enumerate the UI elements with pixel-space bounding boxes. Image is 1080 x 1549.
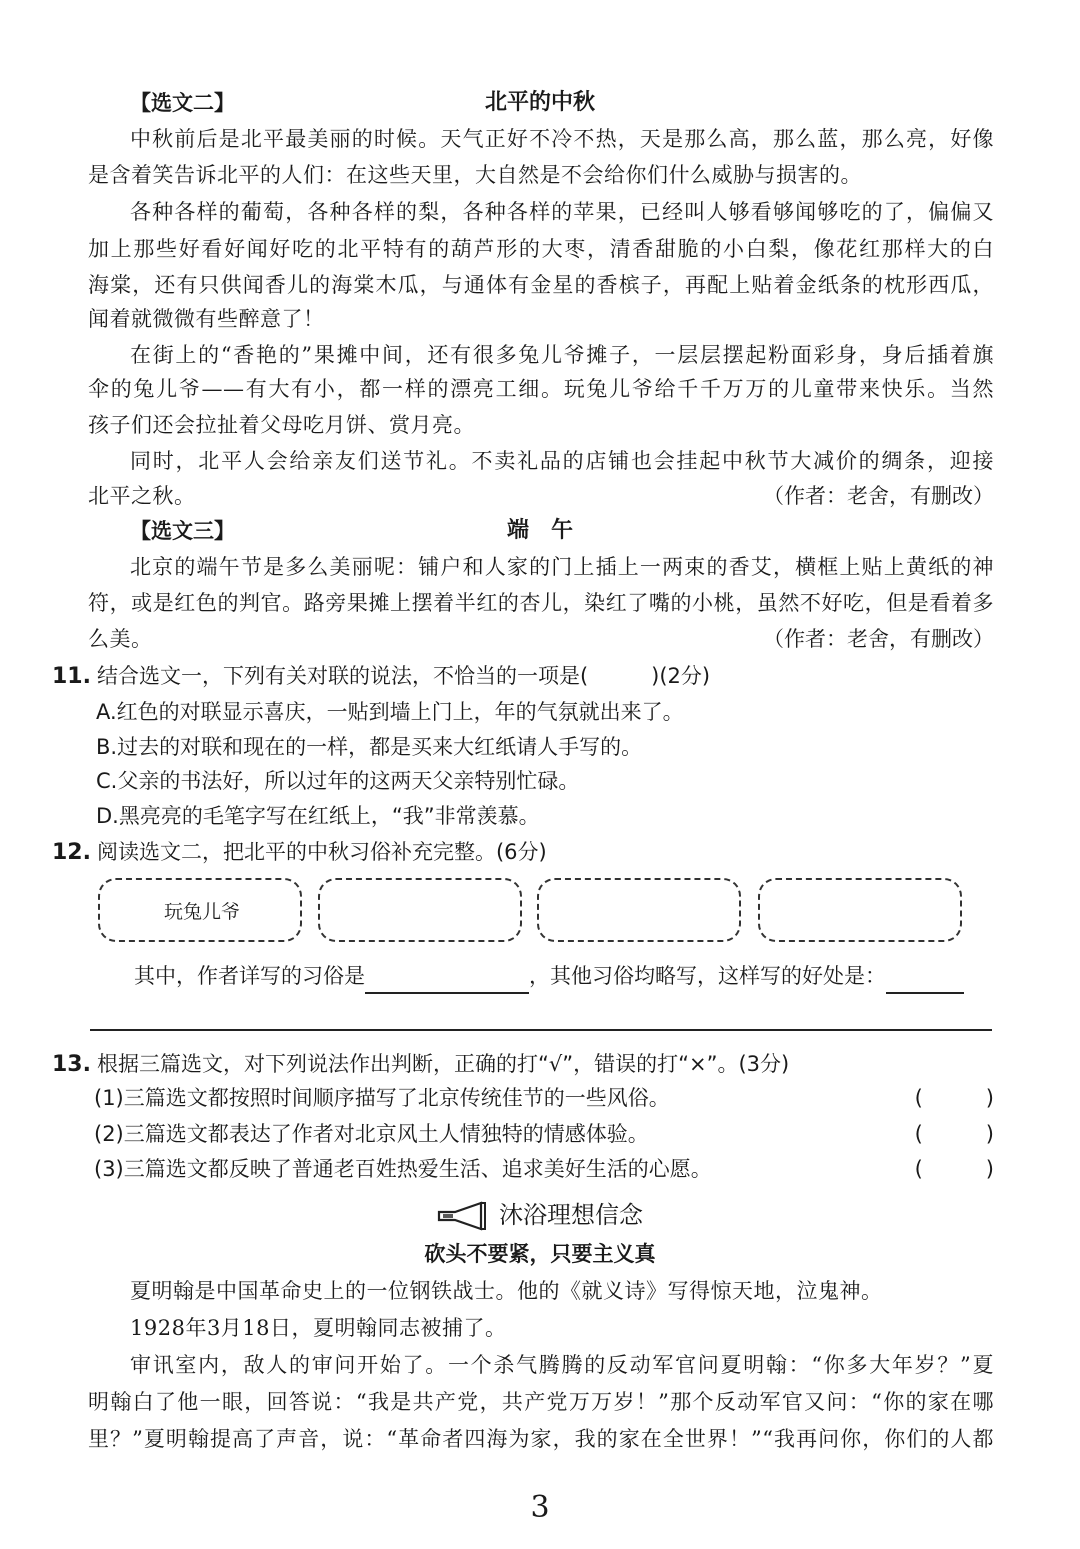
passage2-line: 各种各样的葡萄，各种各样的梨，各种各样的苹果，已经叫人够看够闻够吃的了，偏偏又 [130,200,994,224]
passage2-line: 孩子们还会拉扯着父母吃月饼、赏月亮。 [88,413,475,437]
passage2-line: 中秋前后是北平最美丽的时候。天气正好不冷不热，天是那么高，那么蓝，那么亮，好像 [130,127,994,151]
judge-item-1: (1)三篇选文都按照时间顺序描写了北京传统佳节的一些风俗。 [94,1086,670,1110]
passage2-line: 闻着就微微有些醉意了！ [88,307,325,331]
option-c: C.父亲的书法好，所以过年的这两天父亲特别忙碌。 [96,769,580,793]
fill-sentence [134,958,964,994]
question-number: 13. [52,1052,91,1077]
option-b: B.过去的对联和现在的一样，都是买来大红纸请人手写的。 [96,735,643,759]
passage3-line: 符，或是红色的判官。路旁果摊上摆着半红的杏儿，染红了嘴的小桃，虽然不好吃，但是看着多 [88,591,994,615]
passage2-title: 北平的中秋 [484,90,595,115]
question-text: 根据三篇选文，对下列说法作出判断，正确的打“√”，错误的打“×”。(3分) [96,1052,790,1076]
section-line: 里？”夏明翰提高了声音，说：“革命者四海为家，我的家在全世界！”“我再问你，你们的人都 [88,1427,994,1451]
section-heading-text: 沐浴理想信念 [499,1201,643,1229]
fill-text-b: ，其他习俗均略写，这样写的好处是： [529,964,886,988]
passage3-title: 端 午 [506,518,573,543]
passage2-line: 北平之秋。 [88,484,196,508]
question-text: 阅读选文二，把北平的中秋习俗补充完整。(6分) [96,840,547,864]
question-number: 12. [52,840,91,865]
question-12 [52,834,547,871]
section-line: 夏明翰是中国革命史上的一位钢铁战士。他的《就义诗》写得惊天地，泣鬼神。 [130,1279,883,1303]
custom-box-3[interactable] [537,878,741,942]
passage3-line: 北京的端午节是多么美丽呢：铺户和人家的门上插上一两束的香艾，横框上贴上黄纸的神 [130,555,994,579]
passage3-line: 么美。 [88,627,153,651]
section-subtitle: 砍头不要紧，只要主义真 [424,1242,656,1266]
question-11 [52,658,710,695]
section-line: 1928年3月18日，夏明翰同志被捕了。 [130,1316,507,1340]
passage2-author: （作者：老舍，有删改） [763,484,994,508]
answer-blank[interactable] [886,968,964,994]
answer-blank[interactable] [365,968,529,994]
passage2-tag: 【选文二】 [130,90,235,115]
judge-paren-1[interactable]: ( ) [914,1086,994,1110]
question-13 [52,1046,789,1083]
passage2-line: 伞的兔儿爷——有大有小，都一样的漂亮工细。玩兔儿爷给千千万万的儿童带来快乐。当然 [88,377,994,401]
page-number: 3 [530,1490,550,1525]
judge-paren-2[interactable]: ( ) [914,1122,994,1146]
passage2-line: 在街上的“香艳的”果摊中间，还有很多兔儿爷摊子，一层层摆起粉面彩身，身后插着旗 [130,343,994,367]
passage2-line: 是含着笑告诉北平的人们：在这些天里，大自然是不会给你们什么威胁与损害的。 [88,163,862,187]
fill-text-a: 其中，作者详写的习俗是 [134,964,365,988]
question-number: 11. [52,664,91,689]
passage2-line: 同时，北平人会给亲友们送节礼。不卖礼品的店铺也会挂起中秋节大减价的绸条，迎接 [130,449,994,473]
judge-item-2: (2)三篇选文都表达了作者对北京风土人情独特的情感体验。 [94,1122,649,1146]
passage3-author: （作者：老舍，有删改） [763,627,994,651]
question-text: 结合选文一，下列有关对联的说法，不恰当的一项是( )(2分) [96,664,711,688]
custom-box-4[interactable] [758,878,962,942]
passage2-line: 加上那些好看好闻好吃的北平特有的葫芦形的大枣，清香甜脆的小白梨，像花红那样大的白 [88,237,994,261]
custom-box-2[interactable] [318,878,522,942]
option-d: D.黑亮亮的毛笔字写在红纸上，“我”非常羡慕。 [96,804,540,828]
option-a: A.红色的对联显示喜庆，一贴到墙上门上，年的气氛就出来了。 [96,700,684,724]
section-line: 明翰白了他一眼，回答说：“我是共产党，共产党万万岁！”那个反动军官又问：“你的家在哪 [88,1390,994,1414]
answer-line[interactable] [90,1029,992,1031]
custom-box-1: 玩兔儿爷 [98,878,302,942]
horn-icon [437,1201,489,1231]
section-line: 审讯室内，敌人的审问开始了。一个杀气腾腾的反动军官问夏明翰：“你多大年岁？”夏 [130,1353,994,1377]
judge-paren-3[interactable]: ( ) [914,1157,994,1181]
section-heading [0,1196,1080,1234]
passage3-tag: 【选文三】 [130,518,235,543]
judge-item-3: (3)三篇选文都反映了普通老百姓热爱生活、追求美好生活的心愿。 [94,1157,712,1181]
passage2-line: 海棠，还有只供闻香儿的海棠木瓜，与通体有金星的香槟子，再配上贴着金纸条的枕形西瓜， [88,273,994,297]
